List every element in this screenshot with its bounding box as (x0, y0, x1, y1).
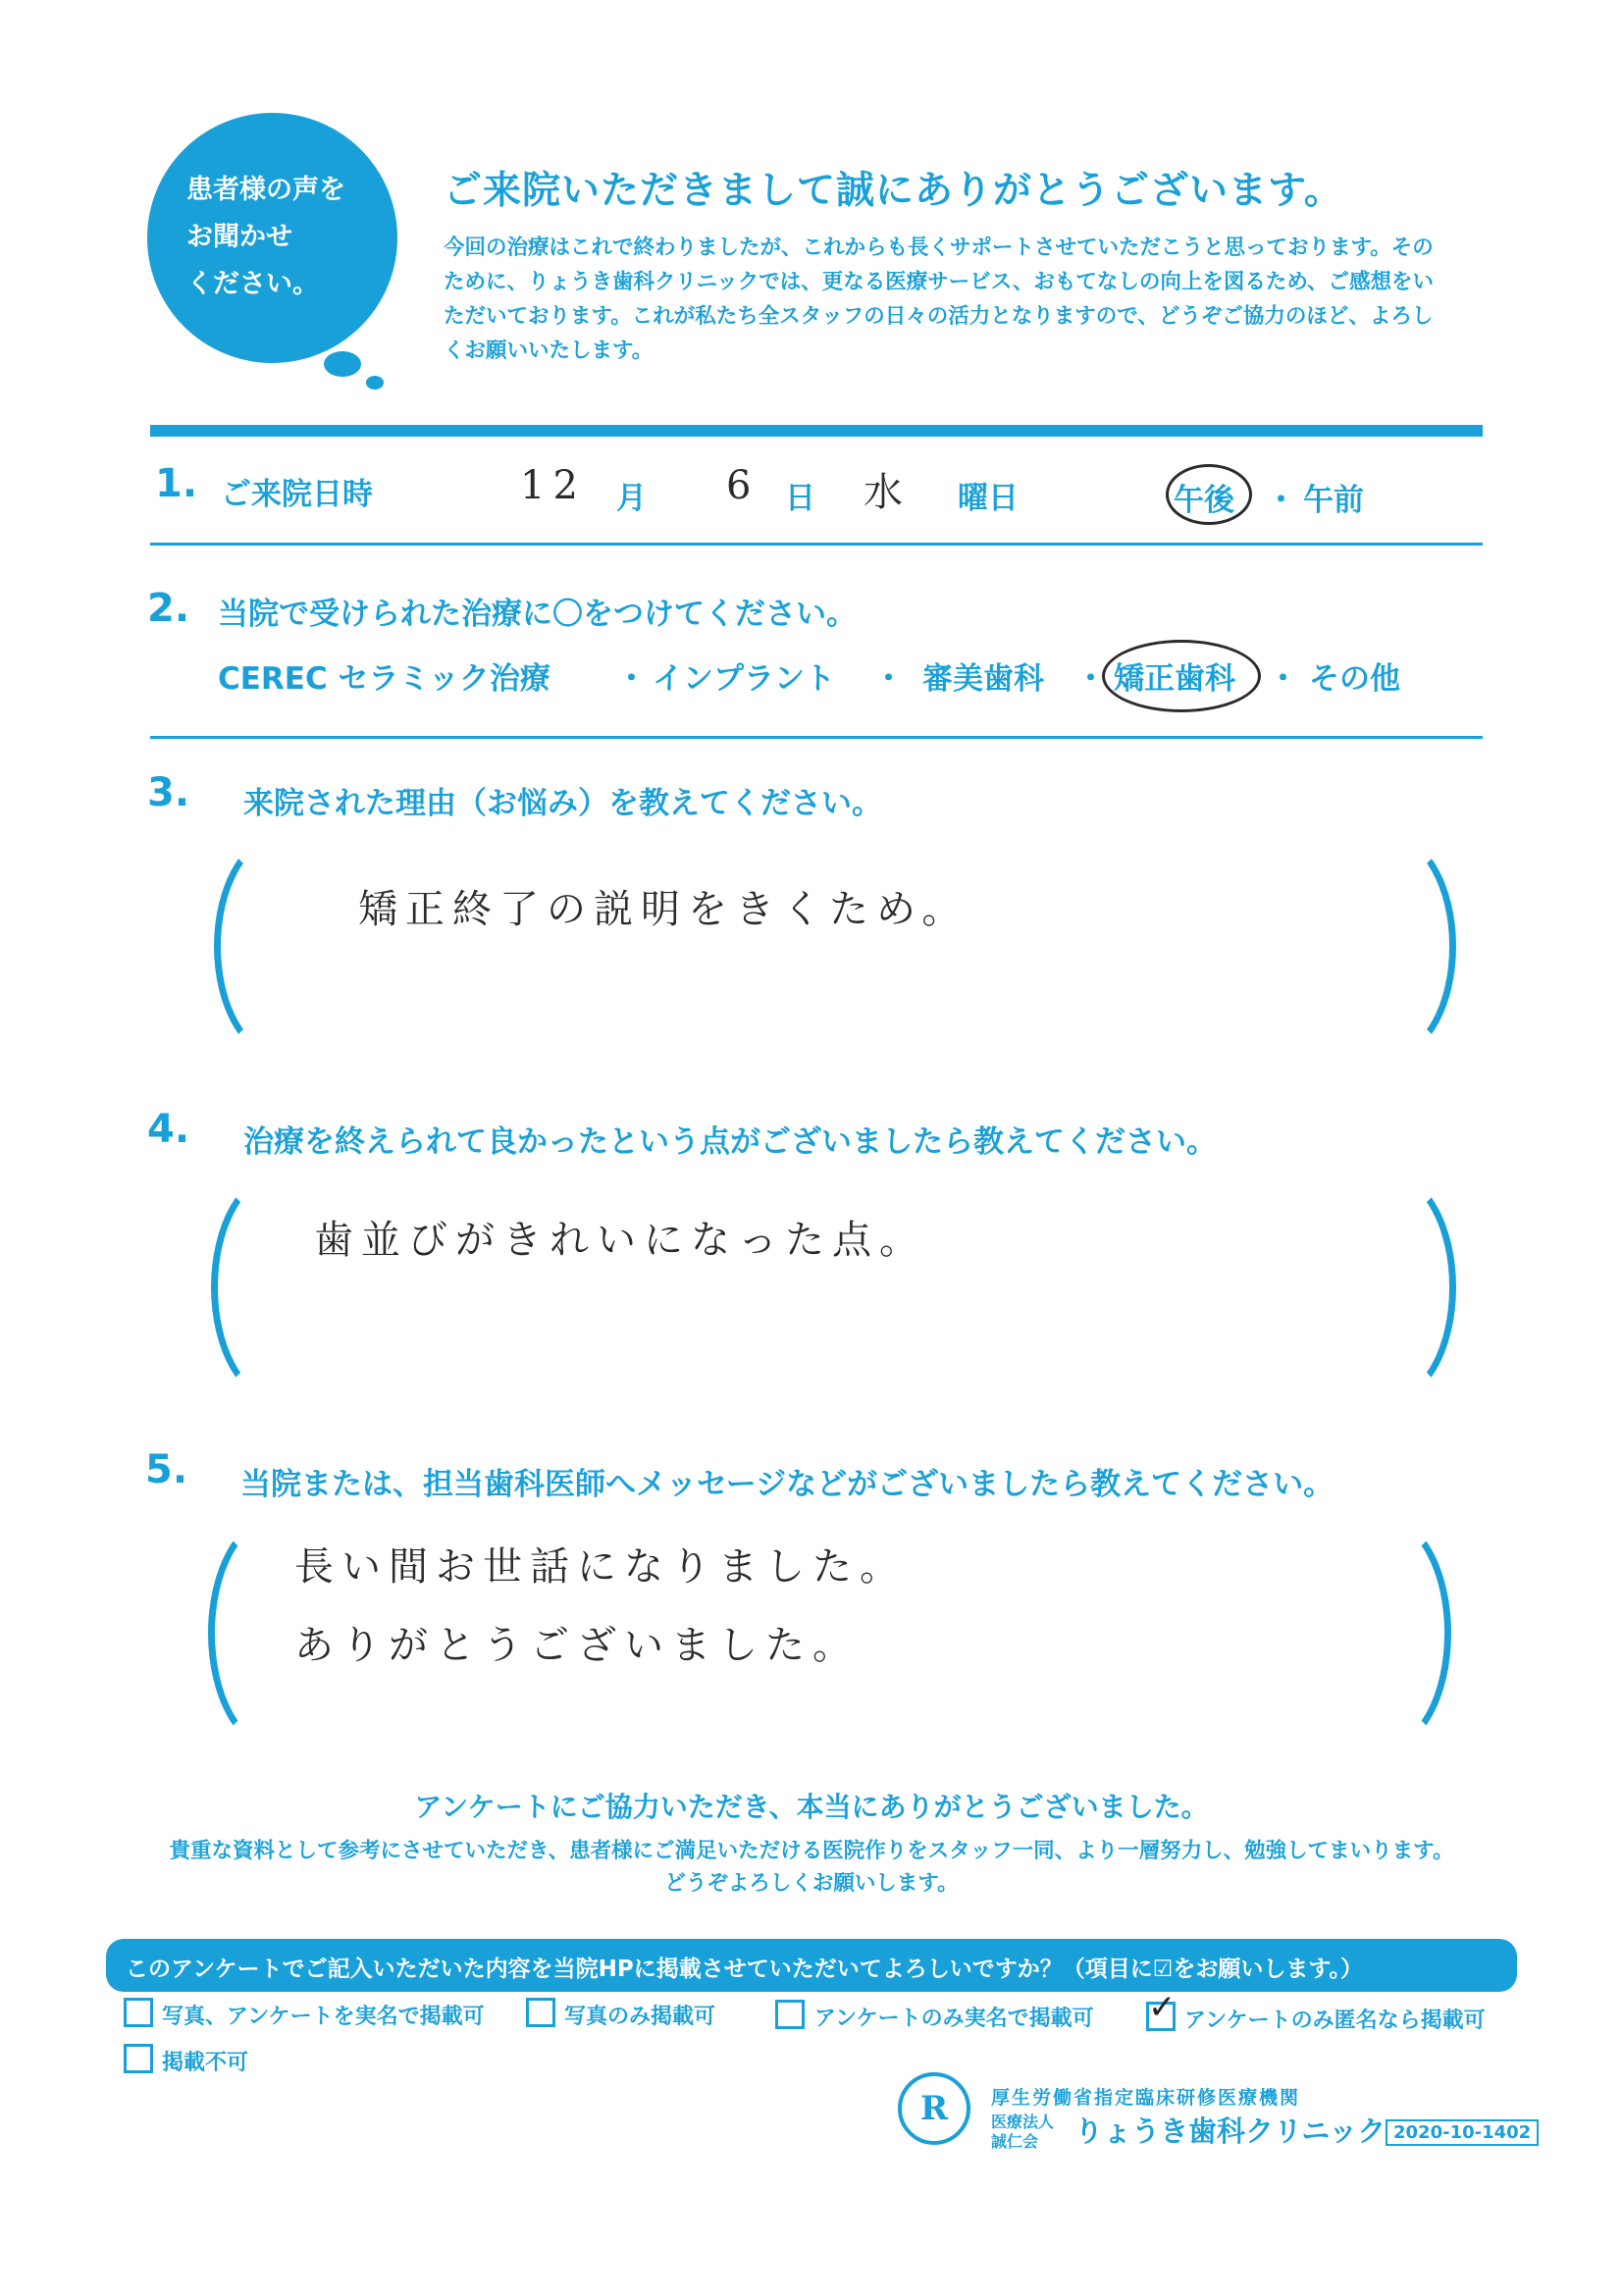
bubble-text: 患者様の声を お聞かせ ください。 (186, 175, 345, 299)
selection-circle (1166, 464, 1252, 525)
q2-separator: ・ (616, 661, 647, 697)
q4-title: 治療を終えられて良かったという点がございましたら教えてください。 (243, 1124, 1217, 1160)
divider (150, 543, 1483, 546)
consent-question: このアンケートでご記入いただいた内容を当院HPに掲載させていただいてよろしいですか？（項目に☑をお願いします。） (126, 1957, 1364, 1982)
check-mark-icon: ✓ (1148, 1988, 1177, 2027)
checkbox-not-allowed[interactable] (124, 2044, 153, 2073)
q3-answer: 矯正終了の説明をきくため。 (358, 887, 969, 932)
clinic-corp-line1: 医療法人 (991, 2113, 1055, 2131)
left-bracket (211, 1173, 342, 1402)
q2-separator: ・ (1268, 661, 1298, 697)
clinic-name: りょうき歯科クリニック (1074, 2114, 1387, 2148)
right-bracket (1325, 834, 1456, 1059)
q1-title: ご来院日時 (221, 477, 373, 512)
q2-option-ortho[interactable]: 矯正歯科 (1114, 661, 1235, 697)
q5-title: 当院または、担当歯科医師へメッセージなどがございましたら教えてください。 (240, 1467, 1335, 1502)
q1-pm-option[interactable]: 午後 (1174, 483, 1234, 518)
footer-title: アンケートにご協力いただき、本当にありがとうございました。 (414, 1791, 1209, 1823)
q2-number: 2. (147, 586, 190, 631)
selection-circle (1102, 640, 1261, 712)
left-bracket (214, 834, 345, 1059)
q5-answer-line1: 長い間お世話になりました。 (294, 1544, 907, 1590)
q2-option-cerec[interactable]: CEREC セラミック治療 (218, 661, 550, 697)
q5-answer-line2: ありがとうございました。 (294, 1623, 860, 1668)
q1-month-value: 12 (520, 463, 586, 508)
intro-text: 今回の治療はこれで終わりましたが、これからも長くサポートさせていただこうと思っております。そのために、りょうき歯科クリニックでは、更なる医療サービス、おもてなしの向上を図るため、ご感想をいただいております。これが私たち全スタッフの日々の活力となりますので、どうぞご協力のほど、よろしくお願いいたします。 (444, 235, 1435, 363)
q2-option-other[interactable]: その他 (1309, 661, 1400, 697)
q3-number: 3. (147, 770, 190, 815)
q1-day-label: 日 (785, 481, 815, 516)
top-divider (150, 425, 1483, 437)
q4-answer: 歯並びがきれいになった点。 (314, 1218, 926, 1263)
right-bracket (1320, 1516, 1451, 1750)
q1-separator: ・ (1266, 483, 1296, 518)
q1-weekday-label: 曜日 (958, 481, 1019, 516)
clinic-corp-line2: 誠仁会 (991, 2132, 1039, 2151)
q2-separator: ・ (1075, 661, 1106, 697)
clinic-logo-icon: R (898, 2072, 970, 2145)
checkbox-label: 掲載不可 (162, 2051, 249, 2075)
footer-body: 貴重な資料として参考にさせていただき、患者様にご満足いただける医院作りをスタッフ一同、より一層努力し、勉強してまいります。 どうぞよろしくお願いします。 (169, 1839, 1454, 1896)
q1-am-option[interactable]: 午前 (1303, 483, 1364, 518)
q1-month-label: 月 (616, 481, 647, 516)
checkbox-label: 写真、アンケートを実名で掲載可 (162, 2005, 485, 2029)
checkbox-photo-survey-real-name[interactable] (124, 1998, 153, 2027)
q1-weekday-value: 水 (864, 470, 911, 515)
bubble-dot (324, 351, 361, 377)
checkbox-label: アンケートのみ匿名なら掲載可 (1184, 2009, 1486, 2033)
right-bracket (1325, 1173, 1456, 1402)
bubble-dot (366, 376, 384, 390)
checkbox-photo-only[interactable] (526, 1998, 555, 2027)
checkbox-label: 写真のみ掲載可 (564, 2005, 716, 2029)
q2-separator: ・ (873, 661, 904, 697)
q2-option-esthetic[interactable]: 審美歯科 (922, 661, 1044, 697)
headline: ご来院いただきまして誠にありがとうございます。 (444, 169, 1343, 213)
checkbox-label: アンケートのみ実名で掲載可 (814, 2007, 1094, 2031)
q1-number: 1. (155, 461, 198, 506)
divider (150, 736, 1483, 739)
q2-option-implant[interactable]: インプラント (653, 661, 835, 697)
document-code: 2020-10-1402 (1386, 2119, 1539, 2146)
q5-number: 5. (145, 1447, 188, 1492)
q1-day-value: 6 (726, 463, 759, 508)
q3-title: 来院された理由（お悩み）を教えてください。 (243, 786, 882, 821)
q2-title: 当院で受けられた治療に〇をつけてください。 (218, 597, 857, 632)
clinic-designation: 厚生労働省指定臨床研修医療機関 (991, 2087, 1301, 2109)
checkbox-survey-real-name[interactable] (775, 2000, 805, 2029)
q4-number: 4. (147, 1107, 190, 1152)
